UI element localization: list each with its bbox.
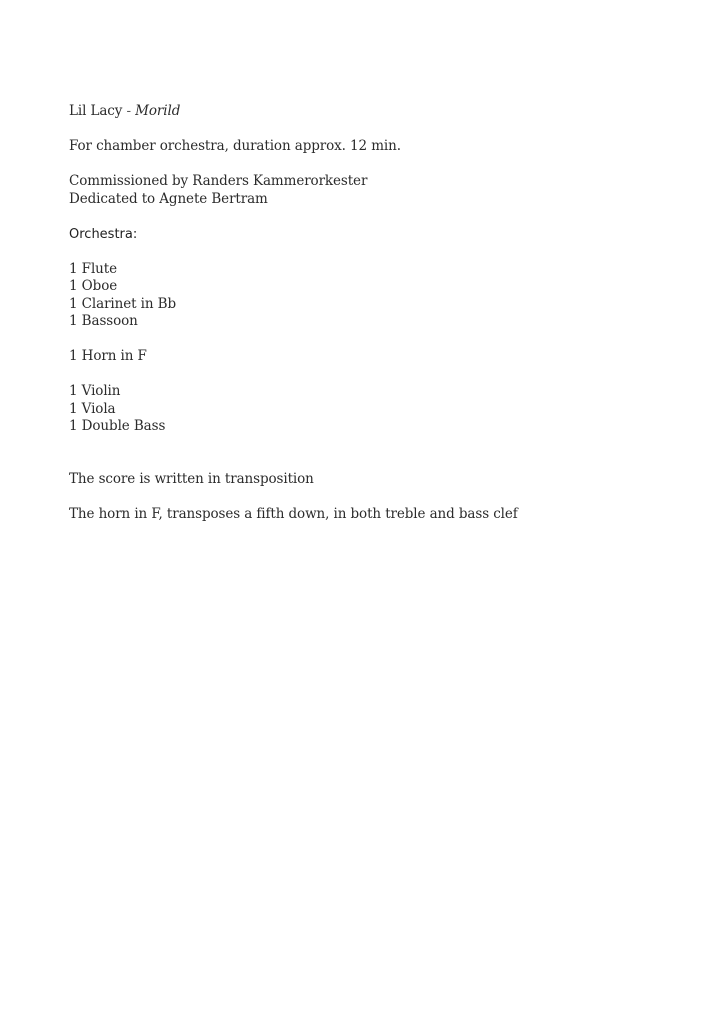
woodwinds-list — [69, 261, 689, 331]
document-content — [69, 103, 689, 523]
instrument-item: 1 Flute — [69, 260, 117, 277]
strings-list — [69, 383, 689, 436]
instrument-item: 1 Violin — [69, 383, 121, 399]
instrument-item: 1 Double Bass — [69, 418, 166, 434]
score-transposition-note: The score is written in transposition — [69, 470, 314, 487]
orchestra-heading: Orchestra: — [69, 226, 138, 242]
title-line — [69, 103, 689, 121]
dedication-line: Dedicated to Agnete Bertram — [69, 190, 268, 207]
instrument-item: 1 Oboe — [69, 278, 118, 294]
instrument-item: 1 Horn in F — [69, 348, 147, 364]
instrument-item: 1 Viola — [69, 400, 116, 417]
description-line: For chamber orchestra, duration approx. 12 min. — [69, 138, 401, 154]
work-title: Morild — [135, 103, 181, 119]
composer-name: Lil Lacy — [69, 103, 123, 119]
title-separator: - — [126, 103, 131, 119]
brass-list — [69, 348, 689, 366]
horn-transposition-note: The horn in F, transposes a fifth down, in both treble and bass clef — [69, 505, 518, 522]
instrument-item: 1 Bassoon — [69, 313, 138, 329]
instrument-item: 1 Clarinet in Bb — [69, 295, 177, 312]
commission-line: Commissioned by Randers Kammerorkester — [69, 173, 368, 189]
